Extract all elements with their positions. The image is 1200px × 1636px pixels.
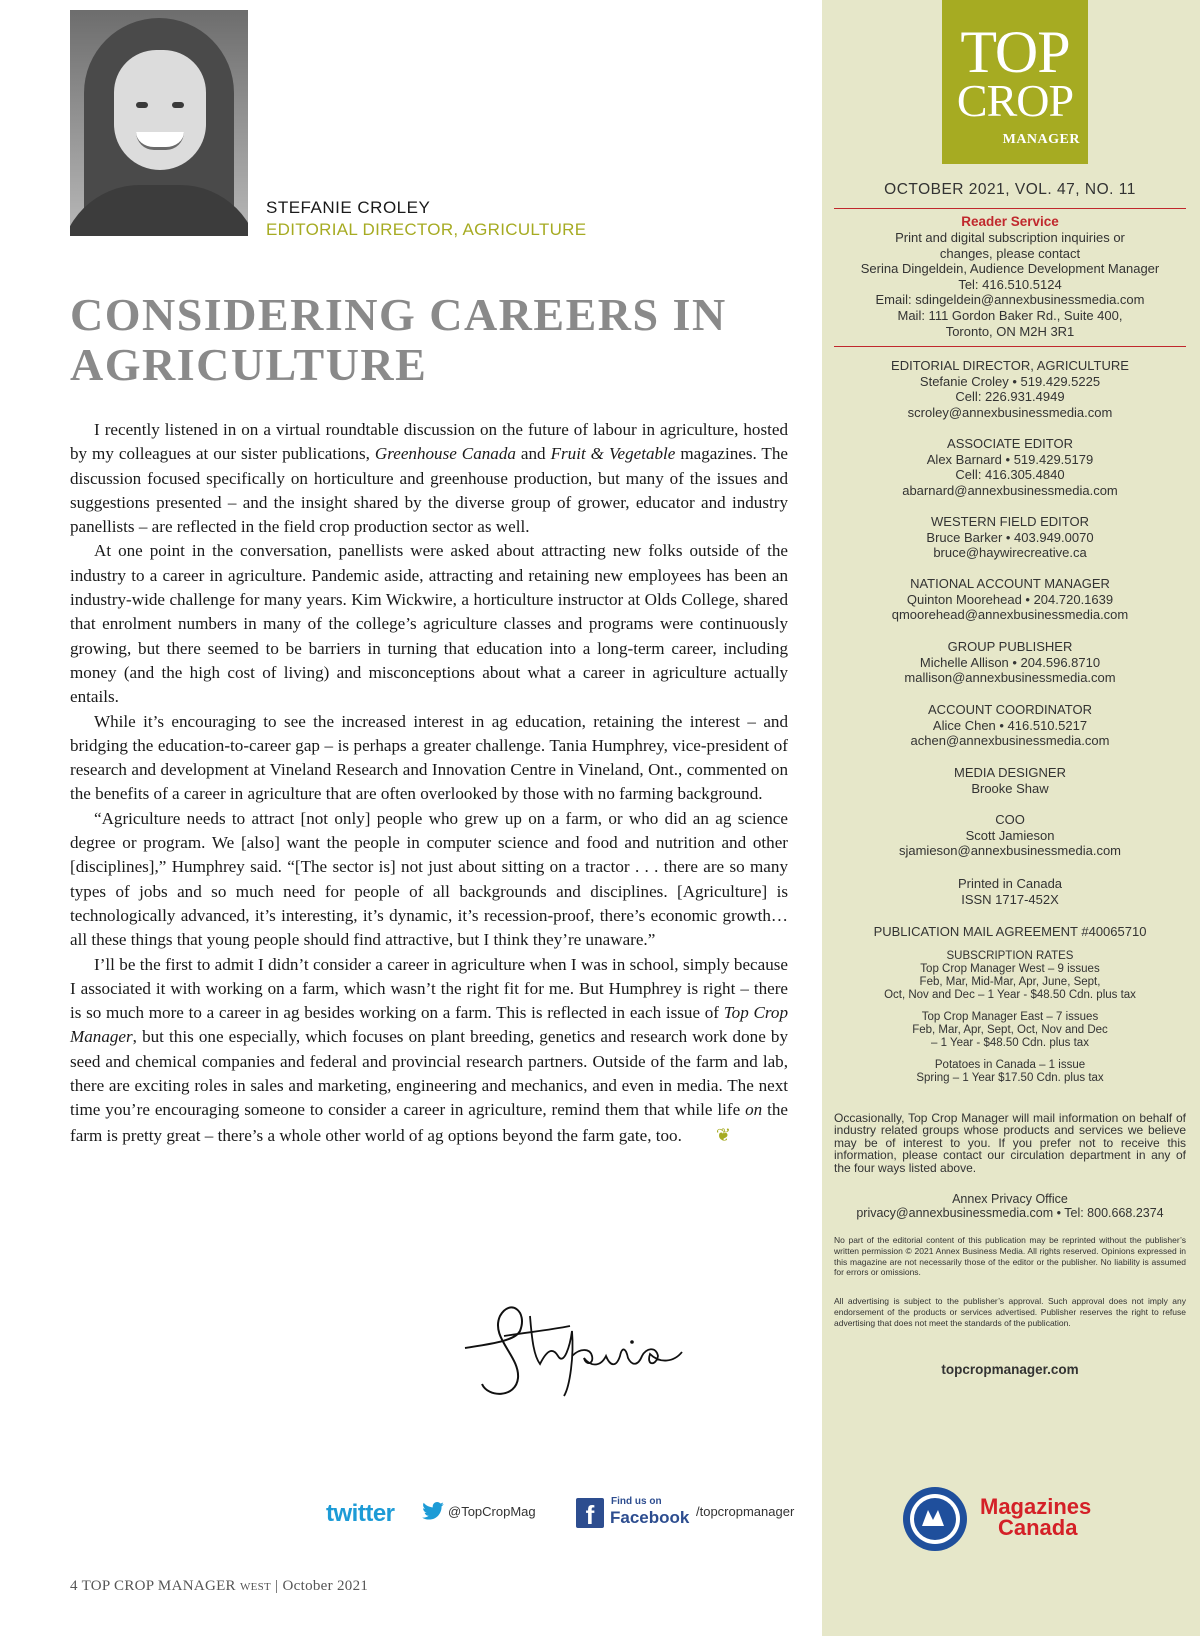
article-body — [70, 418, 788, 1148]
article-paragraph-1: I recently listened in on a virtual roundtable discussion on the future of labour in agriculture, hosted by my colleagues at our sister publications, Greenhouse Canada and Fruit & Vegetable magazines. The discussion focused specifically on horticulture and greenhouse production, but many of the issues and suggestions presented – and the insight shared by the diverse group of grower, educator and industry panellists – are reflected in the field crop production sector as well. — [70, 420, 789, 537]
staff-account-coordinator: ACCOUNT COORDINATOR Alice Chen • 416.510.5217 achen@annexbusinessmedia.com — [834, 702, 1186, 749]
staff-email[interactable]: bruce@haywirecreative.ca — [933, 545, 1087, 561]
reader-service-title: Reader Service — [961, 214, 1059, 229]
divider — [834, 346, 1186, 347]
twitter-wordmark[interactable]: twitter — [326, 1500, 395, 1527]
twitter-handle[interactable]: @TopCropMag — [448, 1504, 536, 1519]
page-footer — [70, 1578, 368, 1595]
publication-mail-agreement: PUBLICATION MAIL AGREEMENT #40065710 — [873, 924, 1147, 939]
printed-info: Printed in Canada ISSN 1717-452X — [957, 876, 1063, 907]
mailing-notice: Occasionally, Top Crop Manager will mail information on behalf of industry related groups whose products and services we believe may be of interest to you. If you prefer not to receive this information, please contact our circulation department in any of the four ways listed above. — [834, 1111, 1186, 1175]
staff-national-account-manager: NATIONAL ACCOUNT MANAGER Quinton Moorehead • 204.720.1639 qmoorehead@annexbusinessmedia.com — [834, 576, 1186, 623]
staff-email[interactable]: scroley@annexbusinessmedia.com — [907, 404, 1113, 420]
twitter-bird-icon[interactable] — [422, 1502, 444, 1520]
advertising-disclaimer: All advertising is subject to the publisher’s approval. Such approval does not imply any endorsement of the products or services advertised. Publisher reserves the right to refuse advertising that does not meet the standards of the publication. — [834, 1296, 1186, 1328]
article-paragraph-5: I’ll be the first to admit I didn’t consider a career in agriculture when I was in school, simply because I associated it with working on a farm, which wasn’t the right fit for me. But Humphrey is right – there is so much more to a career in ag besides working on a farm. This is reflected in each issue of Top Crop Manager, but this one especially, which focuses on plant breeding, genetics and research work done by seed and chemical companies and federal and provincial research partners. Outside of the farm and lab, there are exciting roles in sales and marketing, engineering and mechanics, and even in media. The next time you’re encouraging someone to consider a career in agriculture, remind them that while life on the farm is pretty great – there’s a whole other world of ag options beyond the farm gate, too. ❦ — [70, 953, 788, 1148]
signature — [460, 1286, 690, 1406]
staff-email[interactable]: mallison@annexbusinessmedia.com — [904, 670, 1116, 686]
issue-info: OCTOBER 2021, VOL. 47, NO. 11 — [884, 181, 1136, 198]
reader-service-email[interactable]: Email: sdingeldein@annexbusinessmedia.com — [875, 292, 1145, 308]
headline-line-1: CONSIDERING CAREERS IN — [70, 289, 727, 340]
author-name: STEFANIE CROLEY — [266, 198, 431, 217]
magazines-canada-logo: Magazines Canada — [980, 1494, 1092, 1540]
facebook-wordmark[interactable]: Facebook — [610, 1508, 690, 1527]
facebook-handle[interactable]: /topcropmanager — [696, 1504, 795, 1519]
staff-editorial-director: EDITORIAL DIRECTOR, AGRICULTURE Stefanie Croley • 519.429.5225 Cell: 226.931.4949 scroley@annexbusinessmedia.com — [834, 358, 1186, 420]
footer-separator: | — [275, 1578, 279, 1594]
staff-western-field-editor: WESTERN FIELD EDITOR Bruce Barker • 403.949.0070 bruce@haywirecreative.ca — [834, 514, 1186, 561]
article-paragraph-3: While it’s encouraging to see the increased interest in ag education, retaining the interest – and bridging the education-to-career gap – is perhaps a greater challenge. Tania Humphrey, vice-president of research and development at Vineland Research and Innovation Centre in Vineland, Ont., commented on the benefits of a career in agriculture that are often overlooked by those with no farming background. — [70, 711, 788, 804]
website-link[interactable]: topcropmanager.com — [941, 1362, 1079, 1377]
staff-group-publisher: GROUP PUBLISHER Michelle Allison • 204.596.8710 mallison@annexbusinessmedia.com — [834, 639, 1186, 686]
top-crop-manager-logo: TOP CROP MANAGER — [942, 0, 1088, 164]
staff-email[interactable]: qmoorehead@annexbusinessmedia.com — [891, 607, 1129, 623]
headline-line-2: AGRICULTURE — [70, 339, 428, 390]
footer-edition: WEST — [239, 1581, 272, 1593]
staff-media-designer: MEDIA DESIGNER Brooke Shaw — [954, 765, 1066, 796]
page-number: 4 — [70, 1578, 78, 1594]
staff-coo: COO Scott Jamieson sjamieson@annexbusinessmedia.com — [834, 812, 1186, 859]
footer-magazine: TOP CROP MANAGER — [81, 1578, 236, 1594]
social-links — [326, 1496, 795, 1536]
staff-email[interactable]: achen@annexbusinessmedia.com — [910, 733, 1110, 749]
divider — [834, 208, 1186, 209]
editorial-disclaimer: No part of the editorial content of this publication may be reprinted without the publisher’s written permission © 2021 Annex Business Media. All rights reserved. Opinions expressed in this magazine are not necessarily those of the editor or the publisher. No liability is assumed for errors or omissions. — [834, 1235, 1186, 1278]
article-paragraph-2: At one point in the conversation, panellists were asked about attracting new folks outside of the industry to a career in agriculture. Pandemic aside, attracting and retaining new employees has been an industry-wide challenge for many years. Kim Wickwire, a horticulture instructor at Olds College, shared that enrolment numbers in many of the college’s agriculture classes and programs were continuously growing, but there seemed to be barriers in turning that education into a long-term career, including money (and the high cost of living) and misconceptions about what a career in agriculture actually entails. — [70, 541, 788, 707]
facebook-icon[interactable]: f — [576, 1498, 604, 1528]
author-title: EDITORIAL DIRECTOR, AGRICULTURE — [266, 220, 587, 239]
leaf-icon: ❦ — [715, 1124, 731, 1145]
author-photo — [70, 10, 248, 236]
facebook-find-us: Find us on — [611, 1496, 662, 1507]
reader-service-body: Print and digital subscription inquiries or changes, please contact Serina Dingeldein, Audience Development Manager Tel: 416.510.5124 Email: sdingeldein@annexbusinessmedia.com Mail: 111 Gordon Baker Rd., Suite 400, Toronto, ON M2H 3R1 — [834, 230, 1186, 339]
staff-email[interactable]: sjamieson@annexbusinessmedia.com — [898, 843, 1122, 859]
staff-email[interactable]: abarnard@annexbusinessmedia.com — [902, 482, 1118, 498]
circulation-seal-icon — [902, 1486, 968, 1552]
footer-date: October 2021 — [282, 1578, 369, 1594]
privacy-office: Annex Privacy Office privacy@annexbusinessmedia.com • Tel: 800.668.2374 — [834, 1192, 1186, 1220]
privacy-email[interactable]: privacy@annexbusinessmedia.com • Tel: 800.668.2374 — [856, 1206, 1164, 1220]
headline — [70, 290, 770, 390]
subscription-rates: SUBSCRIPTION RATES Top Crop Manager West – 9 issues Feb, Mar, Mid-Mar, Apr, June, Sept, Oct, Nov and Dec – 1 Year - $48.50 Cdn. plus tax Top Crop Manager East – 7 issues Feb, Mar, Apr, Sept, Oct, Nov and Dec – 1 Year - $48.50 Cdn. plus tax Potatoes in Canada – 1 issue Spring – 1 Year $17.50 Cdn. plus tax — [884, 950, 1136, 1084]
article-paragraph-4: “Agriculture needs to attract [not only] people who grew up on a farm, or who did an ag science degree or program. We [also] want the people in computer science and food and nutrition and other [disciplines],” Humphrey said. “[The sector is] not just about sitting on a tractor . . . there are so many types of jobs and so much need for people of all backgrounds and disciplines. [Agriculture] is technologically advanced, it’s interesting, it’s dynamic, it’s recession-proof, there’s economic growth…all these things that young people should find attractive, but I think they’re unaware.” — [70, 808, 788, 950]
staff-associate-editor: ASSOCIATE EDITOR Alex Barnard • 519.429.5179 Cell: 416.305.4840 abarnard@annexbusinessmedia.com — [834, 436, 1186, 498]
masthead-sidebar — [822, 0, 1200, 1636]
